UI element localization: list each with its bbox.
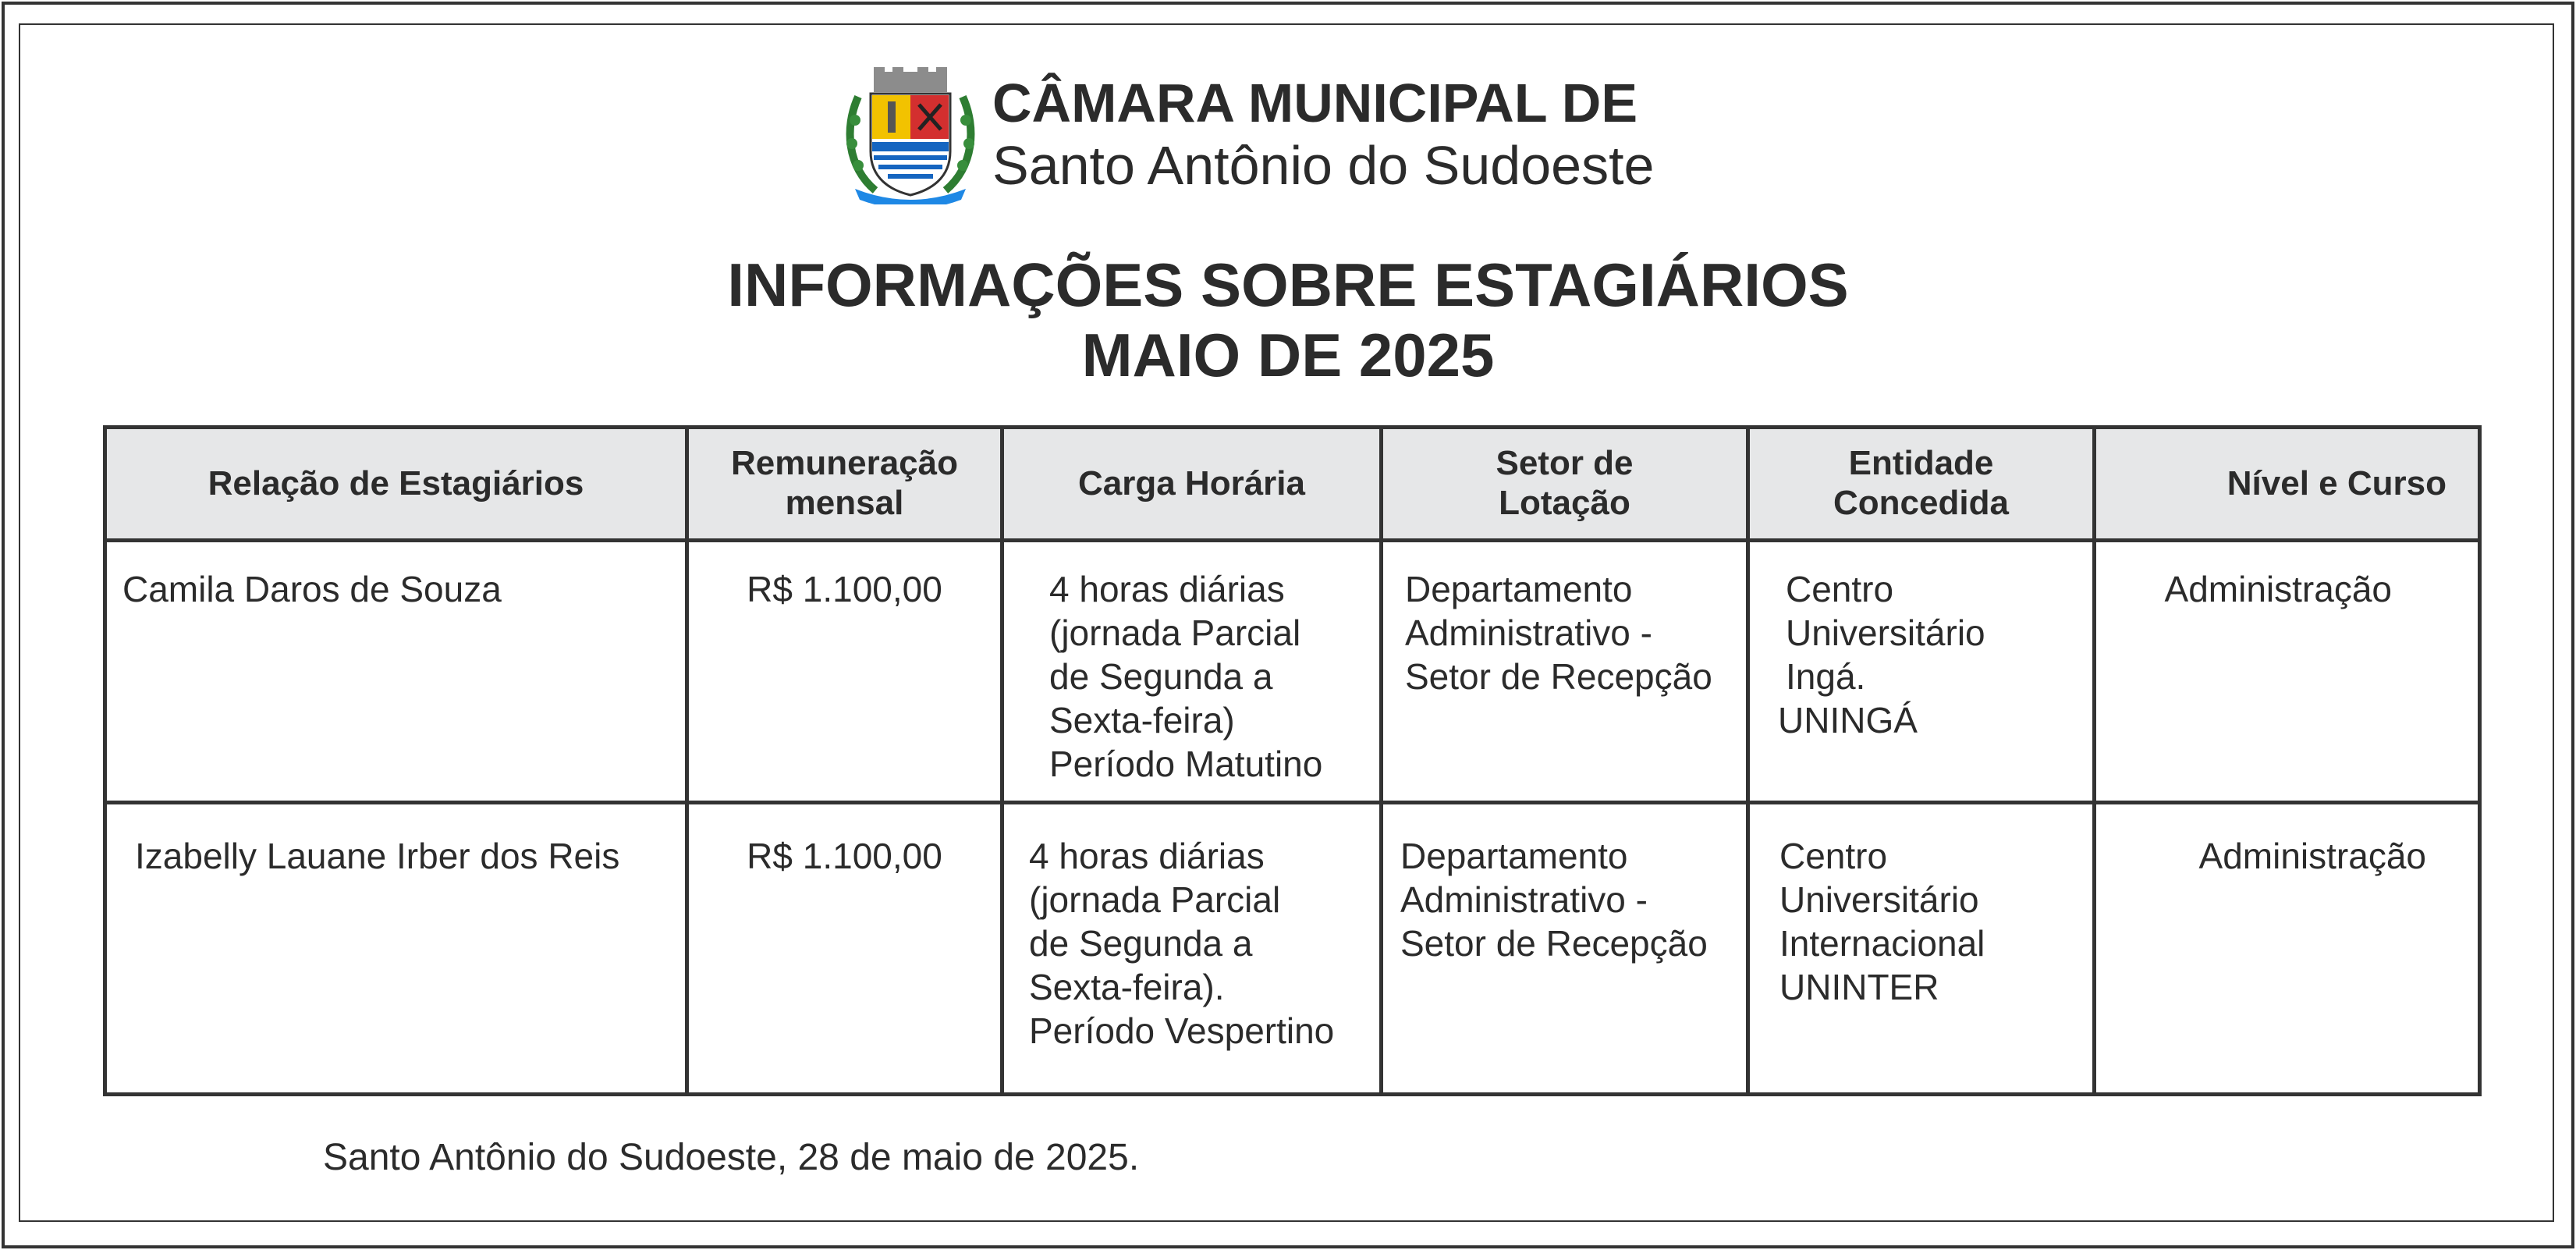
institution-cell bbox=[1748, 541, 2095, 803]
intern-name-cell: Camila Daros de Souza bbox=[105, 541, 687, 803]
course-cell: Administração bbox=[2095, 803, 2480, 1095]
sector-cell: Departamento Administrativo - Setor de Recepção bbox=[1382, 803, 1748, 1095]
header-setor: Setor de Lotação bbox=[1382, 428, 1748, 541]
workload-cell: 4 horas diárias (jornada Parcial de Segunda a Sexta-feira) Período Matutino bbox=[1002, 541, 1382, 803]
municipal-coat-of-arms-icon bbox=[844, 66, 977, 204]
document-subtitle: MAIO DE 2025 bbox=[1081, 321, 1495, 389]
header-remuneracao: Remuneração mensal bbox=[687, 428, 1002, 541]
institution-name: Centro Universitário Ingá. bbox=[1786, 569, 1985, 698]
table-row bbox=[105, 541, 2480, 803]
header-relacao: Relação de Estagiários bbox=[105, 428, 687, 541]
sector-cell: Departamento Administrativo - Setor de Recepção bbox=[1382, 541, 1748, 803]
pay-cell: R$ 1.100,00 bbox=[687, 803, 1002, 1095]
org-name-line2: Santo Antônio do Sudoeste bbox=[992, 135, 1655, 196]
institution-cell: Centro Universitário Internacional UNINTER bbox=[1748, 803, 2095, 1095]
interns-table bbox=[103, 425, 2482, 1096]
header-carga: Carga Horária bbox=[1002, 428, 1382, 541]
workload-cell: 4 horas diárias (jornada Parcial de Segunda a Sexta-feira). Período Vespertino bbox=[1002, 803, 1382, 1095]
pay-cell: R$ 1.100,00 bbox=[687, 541, 1002, 803]
footer-date-line: Santo Antônio do Sudoeste, 28 de maio de 2025. bbox=[323, 1137, 1140, 1178]
org-name-line1: CÂMARA MUNICIPAL DE bbox=[992, 73, 1638, 133]
header-entidade: Entidade Concedida bbox=[1748, 428, 2095, 541]
document-title: INFORMAÇÕES SOBRE ESTAGIÁRIOS bbox=[727, 250, 1849, 319]
institution-acronym: UNINGÁ bbox=[1778, 700, 1918, 741]
intern-name-cell: Izabelly Lauane Irber dos Reis bbox=[105, 803, 687, 1095]
header-nivel: Nível e Curso bbox=[2095, 428, 2480, 541]
table-header-row bbox=[105, 428, 2480, 541]
course-cell: Administração bbox=[2095, 541, 2480, 803]
table-row bbox=[105, 803, 2480, 1095]
